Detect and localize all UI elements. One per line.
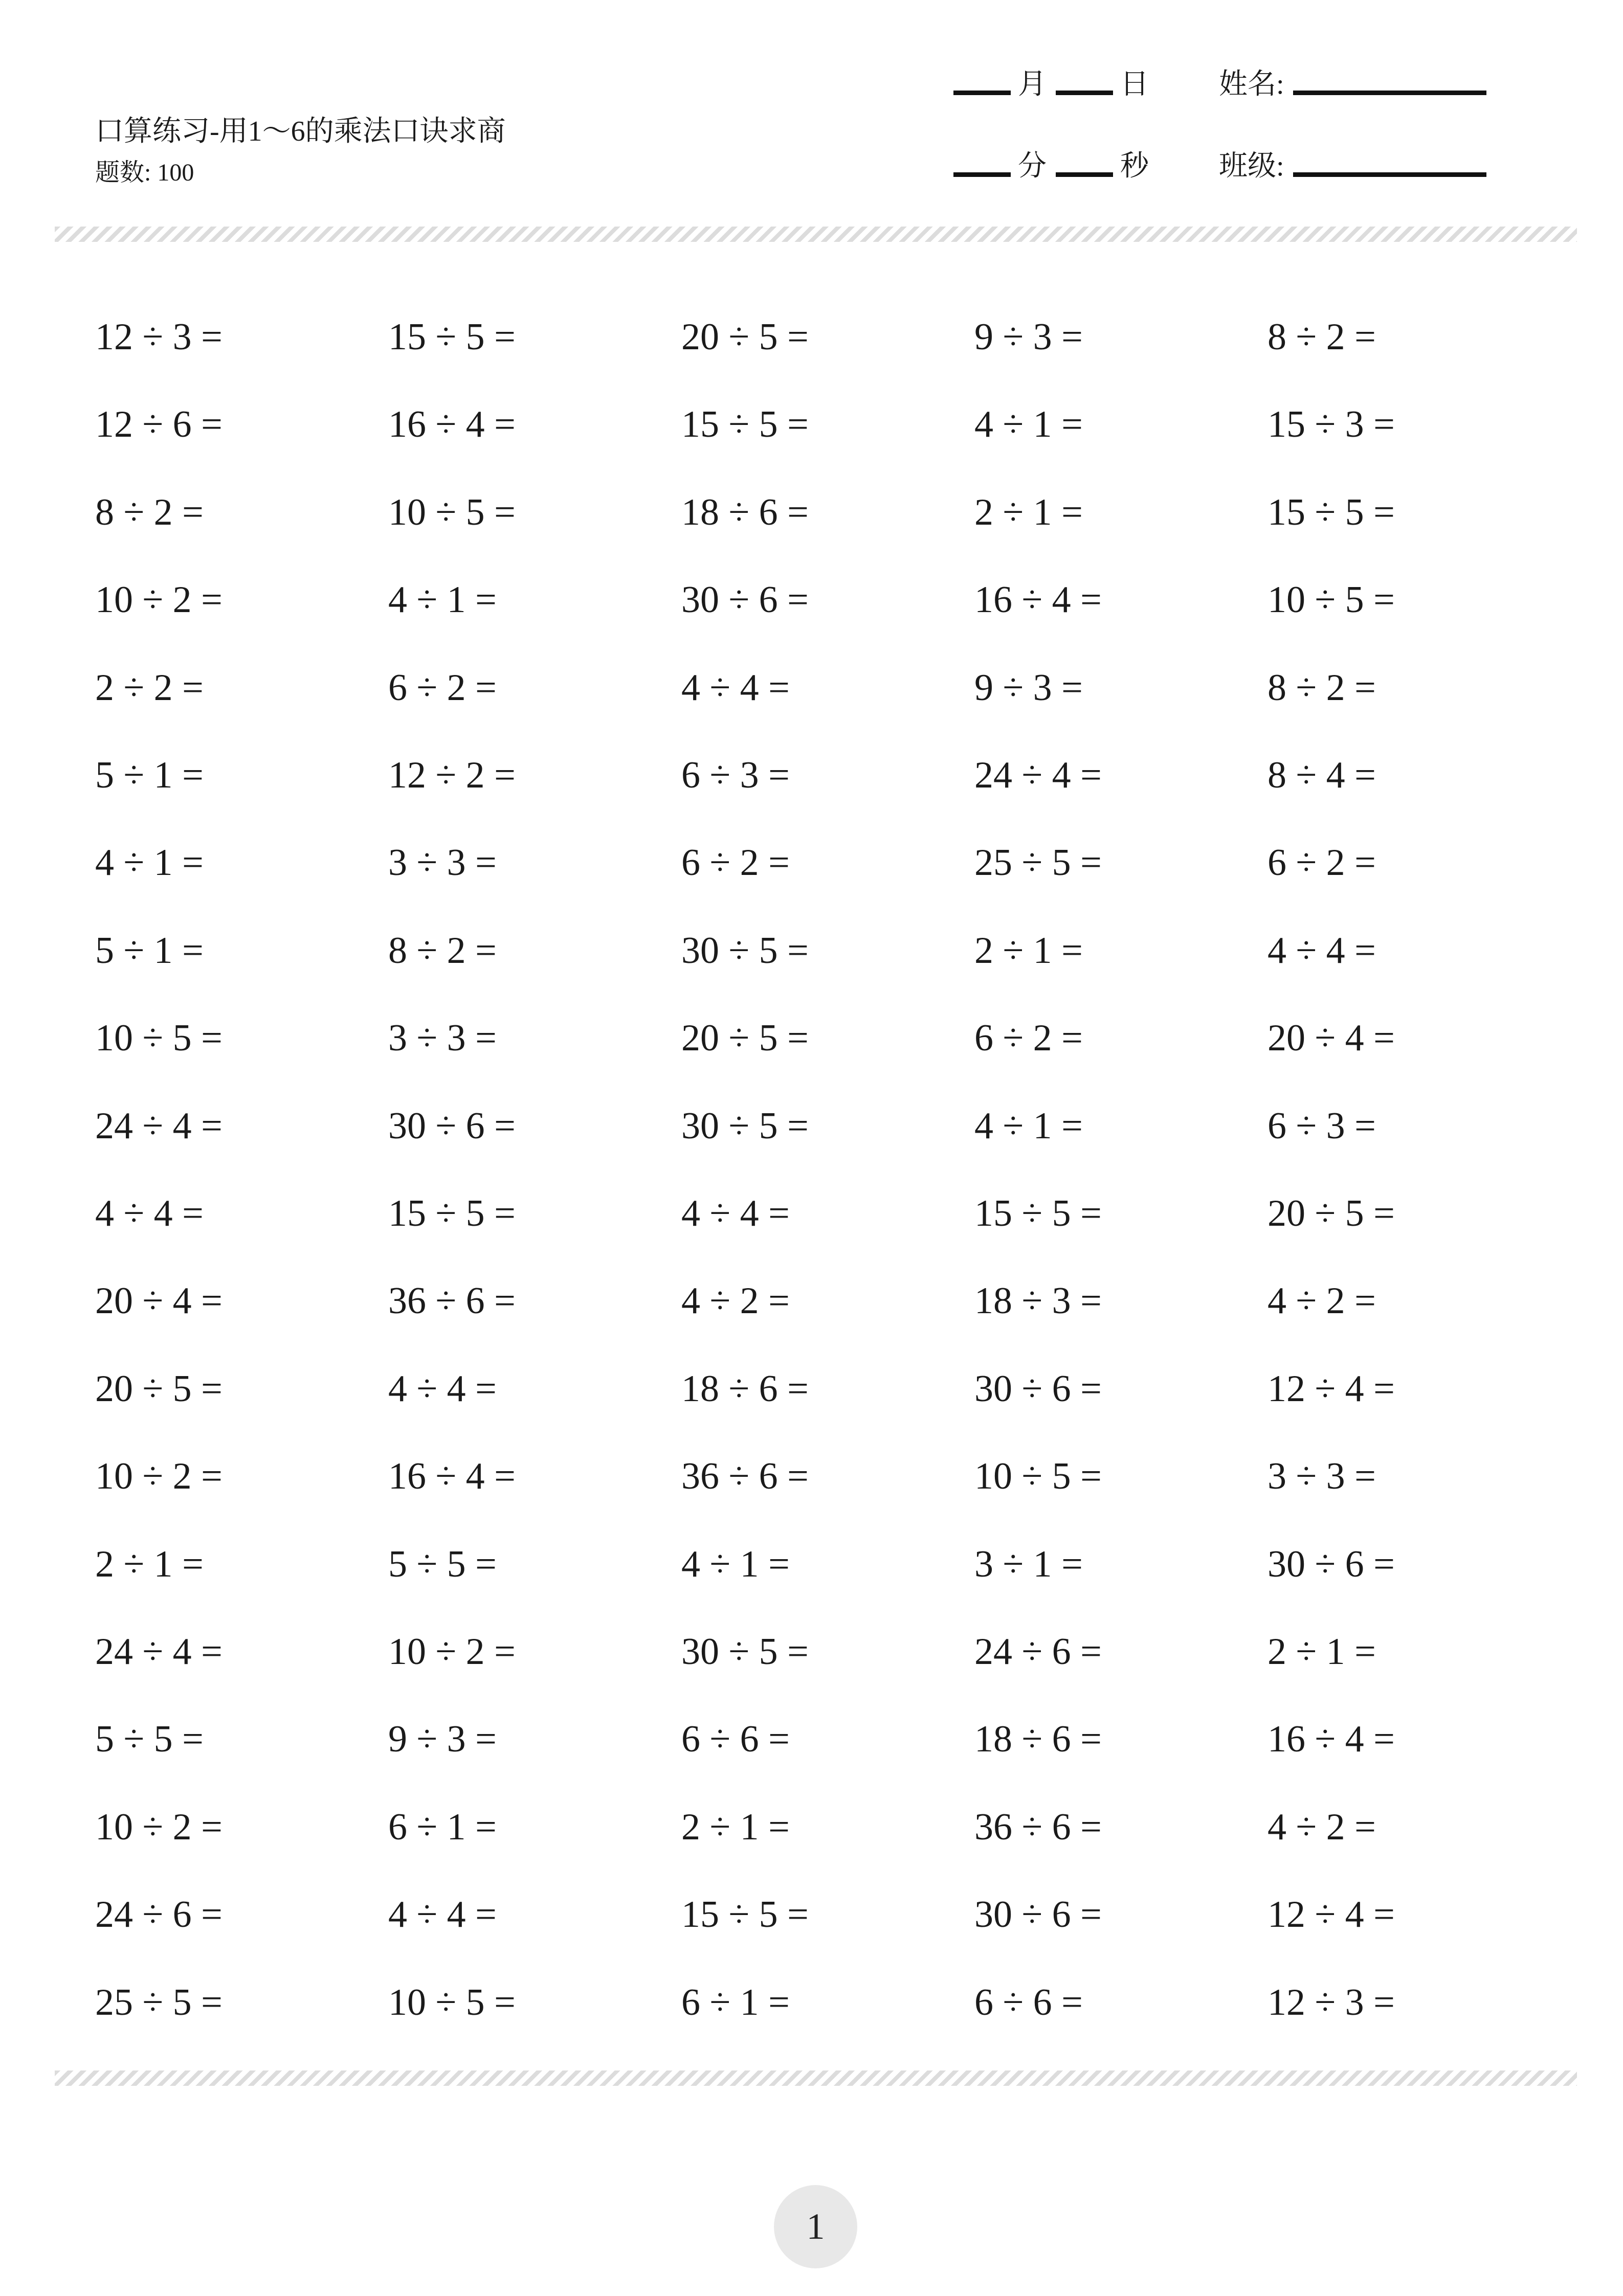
problem-item: 20 ÷ 5 =: [681, 1017, 809, 1059]
problem-item: 6 ÷ 2 =: [388, 667, 497, 709]
problem-item: 18 ÷ 3 =: [974, 1280, 1102, 1322]
problem-item: 4 ÷ 4 =: [388, 1368, 497, 1410]
problem-item: 9 ÷ 3 =: [974, 667, 1083, 709]
problem-item: 2 ÷ 1 =: [681, 1806, 790, 1848]
problem-item: 4 ÷ 4 =: [95, 1192, 204, 1234]
problem-item: 3 ÷ 3 =: [1268, 1455, 1376, 1497]
problem-item: 20 ÷ 4 =: [95, 1280, 223, 1322]
problem-item: 24 ÷ 6 =: [95, 1894, 223, 1935]
problem-item: 8 ÷ 2 =: [1268, 667, 1376, 709]
problem-item: 15 ÷ 5 =: [388, 1192, 516, 1234]
problem-item: 36 ÷ 6 =: [681, 1455, 809, 1497]
problem-item: 15 ÷ 5 =: [681, 403, 809, 445]
second-label: 秒: [1120, 150, 1149, 182]
problem-item: 24 ÷ 4 =: [95, 1105, 223, 1147]
problem-count: 题数: 100: [95, 159, 194, 186]
problem-item: 16 ÷ 4 =: [1268, 1718, 1395, 1760]
problem-item: 10 ÷ 2 =: [95, 1806, 223, 1848]
problem-item: 6 ÷ 2 =: [1268, 842, 1376, 884]
problem-item: 4 ÷ 1 =: [974, 1105, 1083, 1147]
problem-item: 20 ÷ 5 =: [95, 1368, 223, 1410]
problem-item: 12 ÷ 4 =: [1268, 1368, 1395, 1410]
problem-item: 12 ÷ 2 =: [388, 754, 516, 796]
problem-item: 5 ÷ 5 =: [388, 1543, 497, 1585]
problem-item: 30 ÷ 6 =: [681, 579, 809, 621]
problem-item: 10 ÷ 2 =: [388, 1631, 516, 1673]
problem-item: 16 ÷ 4 =: [974, 579, 1102, 621]
minute-blank[interactable]: [953, 172, 1011, 177]
problem-item: 3 ÷ 3 =: [388, 842, 497, 884]
problem-item: 10 ÷ 5 =: [388, 491, 516, 533]
problem-item: 4 ÷ 1 =: [95, 842, 204, 884]
problem-item: 4 ÷ 2 =: [1268, 1806, 1376, 1848]
problem-item: 6 ÷ 1 =: [681, 1982, 790, 2023]
problem-item: 2 ÷ 1 =: [95, 1543, 204, 1585]
problem-item: 16 ÷ 4 =: [388, 403, 516, 445]
problem-item: 15 ÷ 5 =: [974, 1192, 1102, 1234]
problem-item: 8 ÷ 2 =: [1268, 316, 1376, 358]
problem-item: 30 ÷ 6 =: [974, 1368, 1102, 1410]
problem-item: 4 ÷ 4 =: [1268, 930, 1376, 972]
problem-item: 24 ÷ 4 =: [974, 754, 1102, 796]
problem-item: 10 ÷ 5 =: [95, 1017, 223, 1059]
problem-item: 30 ÷ 5 =: [681, 1631, 809, 1673]
problem-item: 4 ÷ 4 =: [681, 1192, 790, 1234]
problem-item: 6 ÷ 3 =: [1268, 1105, 1376, 1147]
problem-item: 18 ÷ 6 =: [681, 1368, 809, 1410]
problem-item: 10 ÷ 2 =: [95, 1455, 223, 1497]
problem-item: 6 ÷ 6 =: [974, 1982, 1083, 2023]
problem-item: 10 ÷ 5 =: [388, 1982, 516, 2023]
class-blank[interactable]: [1293, 172, 1486, 177]
problem-item: 20 ÷ 4 =: [1268, 1017, 1395, 1059]
problem-item: 4 ÷ 4 =: [388, 1894, 497, 1935]
day-label: 日: [1120, 69, 1149, 100]
month-label: 月: [1018, 69, 1047, 100]
problem-item: 3 ÷ 1 =: [974, 1543, 1083, 1585]
problem-item: 12 ÷ 4 =: [1268, 1894, 1395, 1935]
problem-item: 10 ÷ 5 =: [974, 1455, 1102, 1497]
problem-item: 8 ÷ 2 =: [95, 491, 204, 533]
problem-item: 30 ÷ 5 =: [681, 1105, 809, 1147]
problem-item: 6 ÷ 6 =: [681, 1718, 790, 1760]
problem-item: 8 ÷ 2 =: [388, 930, 497, 972]
problem-item: 36 ÷ 6 =: [388, 1280, 516, 1322]
problem-item: 16 ÷ 4 =: [388, 1455, 516, 1497]
problem-item: 6 ÷ 2 =: [974, 1017, 1083, 1059]
problem-item: 30 ÷ 5 =: [681, 930, 809, 972]
problem-item: 4 ÷ 2 =: [1268, 1280, 1376, 1322]
problem-item: 4 ÷ 1 =: [681, 1543, 790, 1585]
name-label: 姓名:: [1219, 69, 1284, 100]
problem-item: 3 ÷ 3 =: [388, 1017, 497, 1059]
problem-item: 12 ÷ 6 =: [95, 403, 223, 445]
problem-item: 2 ÷ 1 =: [1268, 1631, 1376, 1673]
problem-item: 20 ÷ 5 =: [1268, 1192, 1395, 1234]
problem-item: 4 ÷ 2 =: [681, 1280, 790, 1322]
problem-item: 10 ÷ 2 =: [95, 579, 223, 621]
problem-item: 15 ÷ 5 =: [1268, 491, 1395, 533]
problem-item: 5 ÷ 1 =: [95, 930, 204, 972]
problem-item: 6 ÷ 2 =: [681, 842, 790, 884]
problem-item: 12 ÷ 3 =: [95, 316, 223, 358]
second-blank[interactable]: [1056, 172, 1113, 177]
problem-item: 30 ÷ 6 =: [974, 1894, 1102, 1935]
day-blank[interactable]: [1056, 91, 1113, 95]
problem-item: 4 ÷ 1 =: [974, 403, 1083, 445]
problem-item: 30 ÷ 6 =: [1268, 1543, 1395, 1585]
problem-item: 15 ÷ 3 =: [1268, 403, 1395, 445]
worksheet-title: 口算练习-用1～6的乘法口诀求商: [95, 116, 506, 147]
problem-item: 24 ÷ 4 =: [95, 1631, 223, 1673]
problem-item: 25 ÷ 5 =: [95, 1982, 223, 2023]
minute-label: 分: [1018, 150, 1047, 182]
month-blank[interactable]: [953, 91, 1011, 95]
problem-item: 2 ÷ 1 =: [974, 930, 1083, 972]
problem-item: 24 ÷ 6 =: [974, 1631, 1102, 1673]
name-blank[interactable]: [1293, 91, 1486, 95]
problem-item: 12 ÷ 3 =: [1268, 1982, 1395, 2023]
problem-item: 6 ÷ 3 =: [681, 754, 790, 796]
bottom-divider: [55, 2070, 1577, 2086]
problem-item: 6 ÷ 1 =: [388, 1806, 497, 1848]
problem-item: 2 ÷ 1 =: [974, 491, 1083, 533]
problem-item: 4 ÷ 1 =: [388, 579, 497, 621]
top-divider: [55, 227, 1577, 242]
problem-item: 30 ÷ 6 =: [388, 1105, 516, 1147]
problem-item: 18 ÷ 6 =: [681, 491, 809, 533]
problem-item: 5 ÷ 1 =: [95, 754, 204, 796]
problem-item: 15 ÷ 5 =: [388, 316, 516, 358]
problem-item: 5 ÷ 5 =: [95, 1718, 204, 1760]
problem-item: 18 ÷ 6 =: [974, 1718, 1102, 1760]
problem-item: 15 ÷ 5 =: [681, 1894, 809, 1935]
class-label: 班级:: [1219, 150, 1284, 182]
problem-item: 9 ÷ 3 =: [388, 1718, 497, 1760]
problem-item: 8 ÷ 4 =: [1268, 754, 1376, 796]
problem-item: 36 ÷ 6 =: [974, 1806, 1102, 1848]
problem-item: 2 ÷ 2 =: [95, 667, 204, 709]
problem-item: 20 ÷ 5 =: [681, 316, 809, 358]
page-number-badge: 1: [774, 2185, 857, 2268]
problem-item: 4 ÷ 4 =: [681, 667, 790, 709]
problem-item: 9 ÷ 3 =: [974, 316, 1083, 358]
problem-item: 25 ÷ 5 =: [974, 842, 1102, 884]
problem-item: 10 ÷ 5 =: [1268, 579, 1395, 621]
